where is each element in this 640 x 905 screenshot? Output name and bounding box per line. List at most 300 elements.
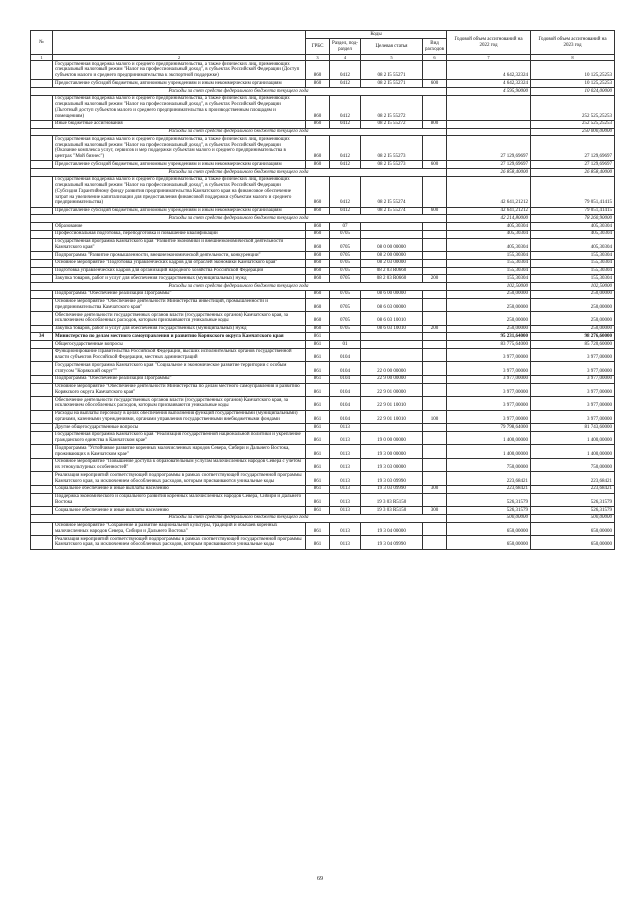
table-row bbox=[31, 458, 615, 472]
cell-vol-2022: 95 231,64000 bbox=[447, 333, 531, 341]
cell-section: 0113 bbox=[330, 458, 361, 472]
cell-exptype bbox=[423, 61, 447, 80]
table-row bbox=[31, 431, 615, 445]
table-row bbox=[31, 348, 615, 362]
cell-exptype bbox=[423, 312, 447, 326]
cell-no bbox=[31, 375, 53, 383]
cell-section: 0705 bbox=[330, 267, 361, 275]
cell-name: Основное мероприятие "Сохранение и развитие национальной культуры, традиций и обычаев коренных малочисленных народов Севера, Сибири и Дальнего Востока" bbox=[53, 522, 306, 536]
cell-grbs: 861 bbox=[306, 397, 330, 411]
cell-exptype bbox=[423, 383, 447, 397]
cell-vol-2022: 3 977,00000 bbox=[447, 375, 531, 383]
cell-section: 0412 bbox=[330, 207, 361, 215]
cell-no bbox=[31, 536, 53, 550]
cell-target bbox=[361, 333, 423, 341]
cell-target bbox=[361, 341, 423, 349]
cell-exptype bbox=[423, 375, 447, 383]
cell-vol-2022: 526,31579 bbox=[447, 507, 531, 515]
cell-section: 01 bbox=[330, 341, 361, 349]
cell-vol-2022: 4 642,32324 bbox=[447, 80, 531, 88]
cell-exptype bbox=[423, 252, 447, 260]
cell-target: 19 3 04 09990 bbox=[361, 536, 423, 550]
cell-target: 19 3 00 00000 bbox=[361, 445, 423, 459]
cell-grbs: 861 bbox=[306, 458, 330, 472]
cell-no bbox=[31, 252, 53, 260]
note-text: Расходы за счет средств федерального бюджета текущего года bbox=[31, 128, 447, 136]
cell-target: 19 0 00 00000 bbox=[361, 431, 423, 445]
cell-grbs: 860 bbox=[306, 267, 330, 275]
cell-target: 08 0 00 00000 bbox=[361, 238, 423, 252]
cell-no bbox=[31, 312, 53, 326]
cell-exptype bbox=[423, 298, 447, 312]
cell-no bbox=[31, 348, 53, 362]
cell-vol-2022: 4 595,90000 bbox=[447, 88, 531, 96]
cell-grbs: 860 bbox=[306, 298, 330, 312]
header-vol-2022: Годовой объем ассигнований на 2022 год bbox=[447, 31, 531, 55]
table-row bbox=[31, 230, 615, 238]
cell-section: 0705 bbox=[330, 312, 361, 326]
cell-exptype bbox=[423, 458, 447, 472]
cell-vol-2023: 250,00000 bbox=[531, 290, 615, 298]
cell-vol-2023: 250,00000 bbox=[531, 298, 615, 312]
cell-vol-2022: 650,00000 bbox=[447, 522, 531, 536]
cell-vol-2023: 526,31579 bbox=[531, 507, 615, 515]
cell-no bbox=[31, 325, 53, 333]
cell-target: 19 3 03 R5150 bbox=[361, 493, 423, 507]
cell-grbs: 861 bbox=[306, 341, 330, 349]
table-row bbox=[31, 207, 615, 215]
budget-table bbox=[30, 30, 615, 550]
cell-exptype bbox=[423, 493, 447, 507]
cell-grbs: 860 bbox=[306, 80, 330, 88]
cell-grbs: 860 bbox=[306, 61, 330, 80]
cell-no: 34 bbox=[31, 333, 53, 341]
cell-vol-2022: 27 129,69697 bbox=[447, 136, 531, 161]
cell-vol-2023: 650,00000 bbox=[531, 536, 615, 550]
cell-section: 0705 bbox=[330, 325, 361, 333]
table-body bbox=[31, 61, 615, 550]
table-row bbox=[31, 252, 615, 260]
note-text: Расходы за счет средств федерального бюджета текущего года bbox=[31, 514, 447, 522]
table-row bbox=[31, 176, 615, 207]
cell-grbs: 860 bbox=[306, 252, 330, 260]
cell-grbs: 860 bbox=[306, 95, 330, 120]
cell-no bbox=[31, 298, 53, 312]
cell-target: 19 3 03 R5150 bbox=[361, 507, 423, 515]
cell-target: 08 2 I5 55272 bbox=[361, 95, 423, 120]
header-codes: Коды bbox=[306, 31, 447, 39]
page-number: 69 bbox=[317, 876, 323, 882]
cell-name: Основное мероприятие "Подготовка управленческих кадров для отраслей экономики Камчатского края" bbox=[53, 259, 306, 267]
cell-vol-2023: 223,68421 bbox=[531, 472, 615, 486]
cell-exptype: 600 bbox=[423, 80, 447, 88]
cell-section: 0705 bbox=[330, 238, 361, 252]
cell-name: Другие общегосударственные вопросы bbox=[53, 424, 306, 432]
cell-grbs: 861 bbox=[306, 522, 330, 536]
cell-target: 08 2 I5 55274 bbox=[361, 176, 423, 207]
cell-name: Подпрограмма "Обеспечение реализации Программы" bbox=[53, 290, 306, 298]
cell-grbs: 861 bbox=[306, 333, 330, 341]
cell-target: 19 3 04 00000 bbox=[361, 522, 423, 536]
table-row bbox=[31, 507, 615, 515]
note-text: Расходы за счет средств федерального бюджета текущего года bbox=[31, 215, 447, 223]
note-text: Расходы за счет средств федерального бюджета текущего года bbox=[31, 283, 447, 291]
cell-grbs: 861 bbox=[306, 383, 330, 397]
cell-no bbox=[31, 267, 53, 275]
cell-section: 0412 bbox=[330, 120, 361, 128]
cell-vol-2022: 250,00000 bbox=[447, 325, 531, 333]
table-row bbox=[31, 120, 615, 128]
cell-section: 0113 bbox=[330, 424, 361, 432]
cell-exptype bbox=[423, 259, 447, 267]
cell-vol-2022: 405,30304 bbox=[447, 230, 531, 238]
cell-section: 0104 bbox=[330, 397, 361, 411]
cell-exptype: 300 bbox=[423, 507, 447, 515]
cell-no bbox=[31, 80, 53, 88]
cell-target: 08 2 I5 55271 bbox=[361, 80, 423, 88]
cell-section: 0705 bbox=[330, 252, 361, 260]
table-row bbox=[31, 485, 615, 493]
cell-vol-2023: 10 125,25253 bbox=[531, 61, 615, 80]
cell-name: Министерство по делам местного самоуправления и развитию Корякского округа Камчатского края bbox=[53, 333, 306, 341]
cell-vol-2023: 1 400,00000 bbox=[531, 445, 615, 459]
cell-exptype bbox=[423, 95, 447, 120]
cell-vol-2023: 405,30304 bbox=[531, 238, 615, 252]
cell-target: 22 9 00 00000 bbox=[361, 375, 423, 383]
cell-vol-2022: 155,30304 bbox=[447, 259, 531, 267]
cell-vol-2023: 27 129,69697 bbox=[531, 161, 615, 169]
cell-no bbox=[31, 223, 53, 231]
cell-target: 19 3 03 09990 bbox=[361, 472, 423, 486]
cell-exptype bbox=[423, 424, 447, 432]
cell-vol-2022: 42 641,21212 bbox=[447, 207, 531, 215]
cell-exptype bbox=[423, 136, 447, 161]
cell-no bbox=[31, 176, 53, 207]
cell-target: 08 2 I5 55273 bbox=[361, 136, 423, 161]
table-row bbox=[31, 312, 615, 326]
federal-budget-note-row bbox=[31, 283, 615, 291]
cell-vol-2022 bbox=[447, 128, 531, 136]
cell-exptype: 200 bbox=[423, 325, 447, 333]
cell-vol-2023: 3 977,00000 bbox=[531, 383, 615, 397]
cell-exptype bbox=[423, 445, 447, 459]
cell-no bbox=[31, 493, 53, 507]
cell-target: 08 2 03 R0660 bbox=[361, 275, 423, 283]
cell-section: 0412 bbox=[330, 80, 361, 88]
cell-name: Иные бюджетные ассигнования bbox=[53, 120, 306, 128]
cell-no bbox=[31, 290, 53, 298]
cell-section: 0104 bbox=[330, 348, 361, 362]
cell-grbs: 860 bbox=[306, 325, 330, 333]
table-row bbox=[31, 493, 615, 507]
cell-section: 0412 bbox=[330, 161, 361, 169]
cell-vol-2023: 650,00000 bbox=[531, 522, 615, 536]
cell-name: Обеспечение деятельности государственных органов власти (государственных органов) Камчатского края, за исключением обособленных расходов, которым присваиваются уникальные коды bbox=[53, 397, 306, 411]
table-row bbox=[31, 375, 615, 383]
cell-name: Предоставление субсидий бюджетным, автономным учреждениям и иным некоммерческим организациям bbox=[53, 207, 306, 215]
table-row bbox=[31, 522, 615, 536]
cell-name: Общегосударственные вопросы bbox=[53, 341, 306, 349]
cell-exptype bbox=[423, 230, 447, 238]
cell-exptype bbox=[423, 290, 447, 298]
cell-target: 08 2 03 00000 bbox=[361, 259, 423, 267]
cell-target bbox=[361, 230, 423, 238]
table-row bbox=[31, 397, 615, 411]
cell-grbs: 861 bbox=[306, 375, 330, 383]
header-vol-2023: Годовой объем ассигнований на 2023 год bbox=[531, 31, 615, 55]
cell-vol-2022: 3 977,00000 bbox=[447, 383, 531, 397]
cell-no bbox=[31, 161, 53, 169]
cell-vol-2023: 252 525,25253 bbox=[531, 95, 615, 120]
header-no: № bbox=[31, 31, 53, 55]
cell-name: Государственная программа Камчатского края "Развитие экономики и внешнеэкономической деятельности Камчатского края" bbox=[53, 238, 306, 252]
cell-no bbox=[31, 383, 53, 397]
cell-name: Закупка товаров, работ и услуг для обеспечения государственных (муниципальных) нужд bbox=[53, 325, 306, 333]
cell-exptype bbox=[423, 176, 447, 207]
cell-target: 22 9 01 00000 bbox=[361, 383, 423, 397]
cell-vol-2022: 405,30304 bbox=[447, 238, 531, 252]
cell-name: Основное мероприятие "Обеспечение деятельности Министерства по делам местного самоуправления и развитию Корякского округа Камчатского края" bbox=[53, 383, 306, 397]
table-row bbox=[31, 325, 615, 333]
cell-no bbox=[31, 424, 53, 432]
table-row bbox=[31, 136, 615, 161]
cell-vol-2023: 26 858,40000 bbox=[531, 169, 615, 177]
cell-no bbox=[31, 458, 53, 472]
cell-vol-2022: 3 977,00000 bbox=[447, 397, 531, 411]
cell-no bbox=[31, 362, 53, 376]
cell-vol-2023: 250 000,00000 bbox=[531, 128, 615, 136]
column-number: 8 bbox=[531, 55, 615, 61]
cell-no bbox=[31, 410, 53, 424]
cell-vol-2022: 3 977,00000 bbox=[447, 362, 531, 376]
table-row bbox=[31, 424, 615, 432]
cell-vol-2023: 78 260,90000 bbox=[531, 215, 615, 223]
cell-exptype: 800 bbox=[423, 120, 447, 128]
cell-exptype bbox=[423, 472, 447, 486]
cell-exptype bbox=[423, 362, 447, 376]
cell-no bbox=[31, 275, 53, 283]
cell-vol-2023: 81 743,60000 bbox=[531, 424, 615, 432]
cell-no bbox=[31, 397, 53, 411]
cell-vol-2023: 750,00000 bbox=[531, 458, 615, 472]
cell-vol-2022: 500,00000 bbox=[447, 514, 531, 522]
cell-name: Обеспечение деятельности государственных органов власти (государственных органов) Камчатского края, за исключением обособленных расходов, которым присваиваются уникальные коды bbox=[53, 312, 306, 326]
cell-name: Профессиональная подготовка, переподготовка и повышение квалификации bbox=[53, 230, 306, 238]
cell-vol-2022: 83 775,64000 bbox=[447, 341, 531, 349]
table-row bbox=[31, 383, 615, 397]
cell-section: 0412 bbox=[330, 61, 361, 80]
cell-vol-2023: 223,68421 bbox=[531, 485, 615, 493]
cell-vol-2022: 27 129,69697 bbox=[447, 161, 531, 169]
cell-vol-2023: 250,00000 bbox=[531, 325, 615, 333]
cell-vol-2022: 250,00000 bbox=[447, 290, 531, 298]
table-row bbox=[31, 267, 615, 275]
table-row bbox=[31, 161, 615, 169]
cell-vol-2023: 252 525,25253 bbox=[531, 120, 615, 128]
cell-grbs: 861 bbox=[306, 485, 330, 493]
cell-vol-2023: 27 129,69697 bbox=[531, 136, 615, 161]
cell-exptype bbox=[423, 536, 447, 550]
table-row bbox=[31, 333, 615, 341]
table-row bbox=[31, 410, 615, 424]
cell-section: 0113 bbox=[330, 485, 361, 493]
cell-no bbox=[31, 238, 53, 252]
cell-target: 19 3 03 09990 bbox=[361, 485, 423, 493]
federal-budget-note-row bbox=[31, 514, 615, 522]
note-text: Расходы за счет средств федерального бюджета текущего года bbox=[31, 169, 447, 177]
cell-section: 0113 bbox=[330, 472, 361, 486]
cell-grbs: 861 bbox=[306, 410, 330, 424]
note-text: Расходы за счет средств федерального бюджета текущего года bbox=[31, 88, 447, 96]
cell-vol-2023: 10 125,25253 bbox=[531, 80, 615, 88]
cell-grbs: 860 bbox=[306, 223, 330, 231]
cell-no bbox=[31, 522, 53, 536]
cell-vol-2022: 155,30304 bbox=[447, 275, 531, 283]
cell-vol-2022: 3 977,00000 bbox=[447, 410, 531, 424]
cell-section: 0412 bbox=[330, 95, 361, 120]
cell-vol-2022: 42 214,80000 bbox=[447, 215, 531, 223]
cell-vol-2023: 10 024,00000 bbox=[531, 88, 615, 96]
cell-exptype: 200 bbox=[423, 275, 447, 283]
cell-target: 22 0 00 00000 bbox=[361, 362, 423, 376]
cell-vol-2023: 1 400,00000 bbox=[531, 431, 615, 445]
cell-exptype bbox=[423, 431, 447, 445]
cell-vol-2022: 223,68421 bbox=[447, 472, 531, 486]
cell-vol-2023: 79 051,41415 bbox=[531, 207, 615, 215]
cell-target: 22 9 01 10010 bbox=[361, 410, 423, 424]
cell-name: Закупка товаров, работ и услуг для обеспечения государственных (муниципальных) нужд bbox=[53, 275, 306, 283]
header-exptype: Вид расходов bbox=[423, 39, 447, 55]
cell-name: Государственная программа Камчатского края "Социальное и экономическое развитие территории с особым статусом "Корякский округ"" bbox=[53, 362, 306, 376]
cell-vol-2022: 223,68421 bbox=[447, 485, 531, 493]
cell-target bbox=[361, 348, 423, 362]
cell-grbs: 861 bbox=[306, 507, 330, 515]
cell-exptype bbox=[423, 522, 447, 536]
cell-vol-2022: 42 641,21212 bbox=[447, 176, 531, 207]
cell-vol-2023: 405,30304 bbox=[531, 230, 615, 238]
cell-vol-2023: 98 276,60000 bbox=[531, 333, 615, 341]
cell-grbs: 860 bbox=[306, 230, 330, 238]
header-target: Целевая статья bbox=[361, 39, 423, 55]
cell-vol-2023: 79 051,41415 bbox=[531, 176, 615, 207]
cell-target bbox=[361, 223, 423, 231]
cell-name: Социальное обеспечение и иные выплаты населению bbox=[53, 485, 306, 493]
cell-exptype bbox=[423, 267, 447, 275]
cell-grbs: 860 bbox=[306, 120, 330, 128]
cell-grbs: 860 bbox=[306, 312, 330, 326]
cell-section: 0113 bbox=[330, 522, 361, 536]
cell-vol-2022: 102,50000 bbox=[447, 283, 531, 291]
cell-section: 0113 bbox=[330, 536, 361, 550]
cell-vol-2022 bbox=[447, 120, 531, 128]
cell-exptype: 600 bbox=[423, 207, 447, 215]
table-row bbox=[31, 80, 615, 88]
cell-name: Реализация мероприятий соответствующей подпрограммы в рамках соответствующей государственной программы Камчатского края, за исключением обособленных расходов, которым присваиваются уникальные коды bbox=[53, 536, 306, 550]
cell-target: 08 2 I5 55272 bbox=[361, 120, 423, 128]
cell-name: Реализация мероприятий соответствующей подпрограммы в рамках соответствующей государственной программы Камчатского края, за исключением обособленных расходов, которым присваиваются уникальные коды bbox=[53, 472, 306, 486]
cell-section: 0113 bbox=[330, 431, 361, 445]
cell-target: 08 2 03 R0660 bbox=[361, 267, 423, 275]
table-row bbox=[31, 298, 615, 312]
cell-section: 0412 bbox=[330, 176, 361, 207]
cell-vol-2022: 750,00000 bbox=[447, 458, 531, 472]
cell-target: 08 2 I5 55271 bbox=[361, 61, 423, 80]
cell-grbs: 860 bbox=[306, 290, 330, 298]
cell-no bbox=[31, 445, 53, 459]
cell-vol-2022: 526,31579 bbox=[447, 493, 531, 507]
cell-exptype: 600 bbox=[423, 161, 447, 169]
cell-vol-2023: 155,30304 bbox=[531, 267, 615, 275]
cell-grbs: 860 bbox=[306, 238, 330, 252]
cell-section: 0412 bbox=[330, 136, 361, 161]
cell-section: 0104 bbox=[330, 383, 361, 397]
cell-vol-2023: 526,31579 bbox=[531, 493, 615, 507]
cell-vol-2022: 1 400,00000 bbox=[447, 445, 531, 459]
table-row bbox=[31, 536, 615, 550]
cell-grbs: 860 bbox=[306, 136, 330, 161]
table-row bbox=[31, 341, 615, 349]
federal-budget-note-row bbox=[31, 128, 615, 136]
cell-no bbox=[31, 431, 53, 445]
cell-exptype: 100 bbox=[423, 410, 447, 424]
cell-section: 0113 bbox=[330, 493, 361, 507]
cell-vol-2023: 3 977,00000 bbox=[531, 375, 615, 383]
cell-vol-2022: 650,00000 bbox=[447, 536, 531, 550]
cell-name: Образование bbox=[53, 223, 306, 231]
cell-target: 08 6 03 10010 bbox=[361, 325, 423, 333]
cell-grbs: 861 bbox=[306, 362, 330, 376]
cell-vol-2023: 3 977,00000 bbox=[531, 362, 615, 376]
cell-grbs: 860 bbox=[306, 161, 330, 169]
cell-name: Подпрограмма "Обеспечение реализации Программы" bbox=[53, 375, 306, 383]
cell-vol-2022: 155,30304 bbox=[447, 252, 531, 260]
table-row bbox=[31, 259, 615, 267]
document-page bbox=[30, 30, 614, 550]
cell-vol-2023: 405,30304 bbox=[531, 223, 615, 231]
cell-grbs: 861 bbox=[306, 445, 330, 459]
cell-target: 22 9 01 10010 bbox=[361, 397, 423, 411]
table-row bbox=[31, 275, 615, 283]
cell-vol-2023: 85 720,60000 bbox=[531, 341, 615, 349]
cell-exptype bbox=[423, 341, 447, 349]
cell-name: Государственная поддержка малого и среднего предпринимательства, а также физических лиц, применяющих специальный налоговый режим "Налог на профессиональный доход", в субъектах Российской Федерации (Оказание комплекса услуг, сервисов и мер поддержки субъектам малого и среднего предпринимательства в центрах "Мой бизнес") bbox=[53, 136, 306, 161]
cell-section: 0104 bbox=[330, 375, 361, 383]
federal-budget-note-row bbox=[31, 215, 615, 223]
cell-target: 08 2 I5 55273 bbox=[361, 161, 423, 169]
table-row bbox=[31, 95, 615, 120]
cell-grbs: 860 bbox=[306, 275, 330, 283]
cell-no bbox=[31, 61, 53, 80]
cell-vol-2022: 405,30304 bbox=[447, 223, 531, 231]
cell-no bbox=[31, 136, 53, 161]
cell-section: 07 bbox=[330, 223, 361, 231]
cell-name: Государственная поддержка малого и среднего предпринимательства, а также физических лиц, применяющих специальный налоговый режим "Налог на профессиональный доход", в субъектах Российской Федерации (Льготный доступ субъектов малого и среднего предпринимательства к производственным площадям и помещениям) bbox=[53, 95, 306, 120]
cell-name: Основное мероприятие "Обеспечение деятельности Министерства инвестиций, промышленности и предпринимательства Камчатского края" bbox=[53, 298, 306, 312]
cell-name: Государственная поддержка малого и среднего предпринимательства, а также физических лиц, применяющих специальный налоговый режим "Налог на профессиональный доход", в субъектах Российской Федерации (Субсидия Гарантийному фонду развития предпринимательства Камчатского края на финансовое обеспечение затрат на увеличение капитализации для предоставления финансовой поддержки субъектам малого и среднего предпринимательства) bbox=[53, 176, 306, 207]
cell-name: Социальное обеспечение и иные выплаты населению bbox=[53, 507, 306, 515]
cell-vol-2023: 102,50000 bbox=[531, 283, 615, 291]
table-row bbox=[31, 223, 615, 231]
cell-target: 08 6 03 00000 bbox=[361, 298, 423, 312]
cell-name: Расходы на выплаты персоналу в целях обеспечения выполнения функций государственными (муниципальными) органами, казенными учреждениями, органами управления государственными внебюджетными фондами bbox=[53, 410, 306, 424]
cell-name: Подпрограмма "Развитие промышленности, внешнеэкономической деятельности, конкуренции" bbox=[53, 252, 306, 260]
cell-no bbox=[31, 207, 53, 215]
cell-exptype bbox=[423, 397, 447, 411]
header-section: Раздел, под-раздел bbox=[330, 39, 361, 55]
cell-name: Поддержка экономического и социального развития коренных малочисленных народов Севера, Сибири и Дальнего Востока bbox=[53, 493, 306, 507]
column-number: 7 bbox=[447, 55, 531, 61]
cell-vol-2022: 26 858,40000 bbox=[447, 169, 531, 177]
